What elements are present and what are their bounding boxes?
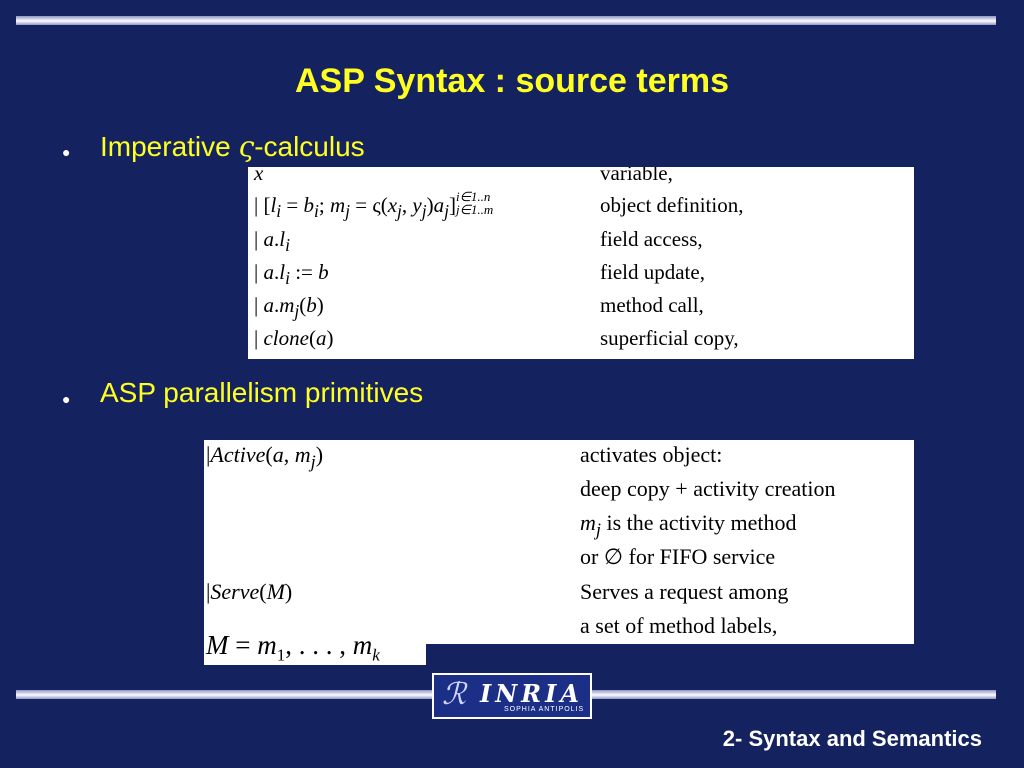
desc-field-access: field access, [600, 227, 703, 251]
bullet-imperative-calculus [100, 130, 365, 163]
desc-serves-request: Serves a request among [580, 579, 789, 604]
desc-activates: activates object: [580, 442, 723, 467]
term-method-call: | $a.m_j(b)$ [254, 293, 324, 322]
slide-footer: 2- Syntax and Semantics [722, 726, 982, 751]
term-field-update: | $a.l_i$ := b [254, 260, 329, 289]
term-serve: |Serve(M) [206, 579, 293, 604]
desc-activity-method: $m_j$ is the activity method [580, 510, 797, 540]
inria-emblem-icon: ℛ [442, 677, 466, 712]
desc-method-labels: a set of method labels, [580, 613, 778, 638]
bullet-dot: ● [62, 391, 71, 407]
table-row [204, 579, 914, 612]
table-row [248, 227, 914, 260]
table-row [204, 510, 914, 543]
bullet-asp-primitives: ASP parallelism primitives [100, 377, 424, 408]
slide-title: ASP Syntax : source terms [295, 62, 729, 100]
logo-subtitle: SOPHIA ANTIPOLIS [504, 706, 585, 713]
term-clone: | clone(a) [254, 326, 334, 350]
sigma-symbol: ς [238, 130, 255, 163]
desc-field-update: field update, [600, 260, 705, 284]
term-variable: x [254, 167, 264, 185]
top-divider-bar [16, 16, 996, 25]
desc-object-definition: object definition, [600, 193, 744, 217]
term-field-access: | $a.l_i$ [254, 227, 290, 256]
bullet-prefix: Imperative [100, 131, 239, 162]
desc-fifo: or ∅ for FIFO service [580, 544, 776, 569]
desc-clone: superficial copy, [600, 326, 739, 350]
table-row [248, 326, 914, 359]
table-row [248, 293, 914, 326]
inria-logo [432, 673, 592, 719]
table-row [248, 167, 914, 194]
calculus-syntax-table [248, 167, 914, 359]
table-row [204, 442, 914, 475]
term-object-definition: | [$l_i = b_i$; $m_j = \varsigma(x_j$, $y_j)a_j]i\in 1..n$ j∈1..m [254, 189, 494, 222]
desc-variable: variable, [600, 167, 673, 185]
table-row [204, 544, 914, 577]
method-set-note [204, 630, 426, 665]
asp-primitives-table [204, 440, 914, 644]
logo-text: INRIA [480, 679, 583, 708]
table-row [248, 189, 914, 226]
desc-deep-copy: deep copy + activity creation [580, 476, 836, 501]
bullet-dot: ● [62, 144, 71, 160]
desc-method-call: method call, [600, 293, 704, 317]
table-row [248, 260, 914, 293]
term-active: |Active(a, $m_j$) [206, 442, 324, 472]
bullet-suffix: -calculus [254, 131, 365, 162]
table-row [204, 476, 914, 509]
method-set-formula: $M = m_1$, . . . , $m_k$ [206, 630, 380, 665]
